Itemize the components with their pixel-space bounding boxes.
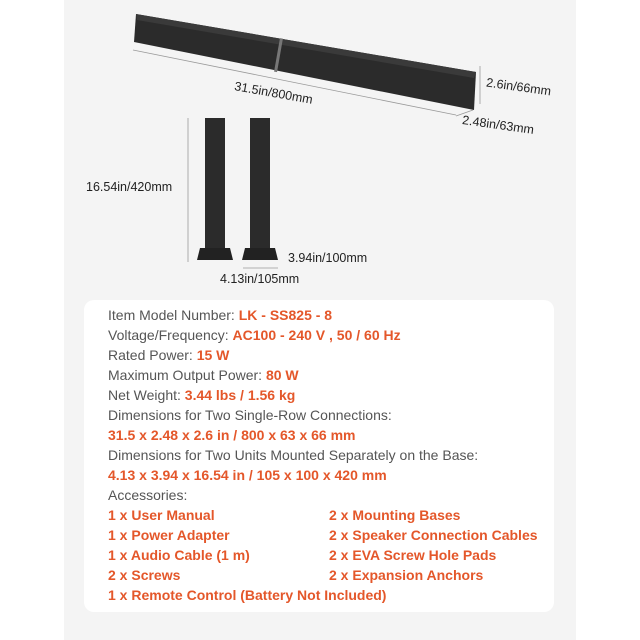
stand-left [197, 118, 233, 260]
dim2-label: Dimensions for Two Units Mounted Separately on the Base: [108, 447, 479, 463]
dim1-label: Dimensions for Two Single-Row Connections: [108, 407, 392, 423]
spec-weight: Net Weight: 3.44 lbs / 1.56 kg [108, 387, 296, 403]
stand-height-label: 16.54in/420mm [86, 180, 173, 194]
spec-rated-power: Rated Power: 15 W [108, 347, 230, 363]
accessories-label: Accessories: [108, 487, 188, 503]
accessory-item: 1 x Power Adapter [108, 527, 230, 543]
base-width-label: 4.13in/105mm [220, 272, 300, 286]
depth-label: 2.48in/63mm [461, 113, 535, 137]
accessory-item: 1 x User Manual [108, 507, 215, 523]
spec-model: Item Model Number: LK - SS825 - 8 [108, 307, 333, 323]
dim2-value: 4.13 x 3.94 x 16.54 in / 105 x 100 x 420 mm [108, 467, 387, 483]
stand-right [242, 118, 278, 260]
dim1-value: 31.5 x 2.48 x 2.6 in / 800 x 63 x 66 mm [108, 427, 356, 443]
spec-voltage: Voltage/Frequency: AC100 - 240 V , 50 / 60 Hz [108, 327, 401, 343]
accessory-item: 2 x Mounting Bases [329, 507, 461, 523]
spec-max-power: Maximum Output Power: 80 W [108, 367, 299, 383]
accessory-item: 2 x Screws [108, 567, 181, 583]
accessory-item: 2 x Expansion Anchors [329, 567, 484, 583]
accessory-item: 1 x Audio Cable (1 m) [108, 547, 250, 563]
height-label: 2.6in/66mm [485, 75, 552, 99]
specs-card [84, 300, 554, 612]
base-depth-label: 3.94in/100mm [288, 251, 368, 265]
length-label: 31.5in/800mm [233, 79, 314, 107]
accessory-item: 2 x EVA Screw Hole Pads [329, 547, 497, 563]
accessory-item: 1 x Remote Control (Battery Not Included) [108, 587, 387, 603]
accessory-item: 2 x Speaker Connection Cables [329, 527, 538, 543]
